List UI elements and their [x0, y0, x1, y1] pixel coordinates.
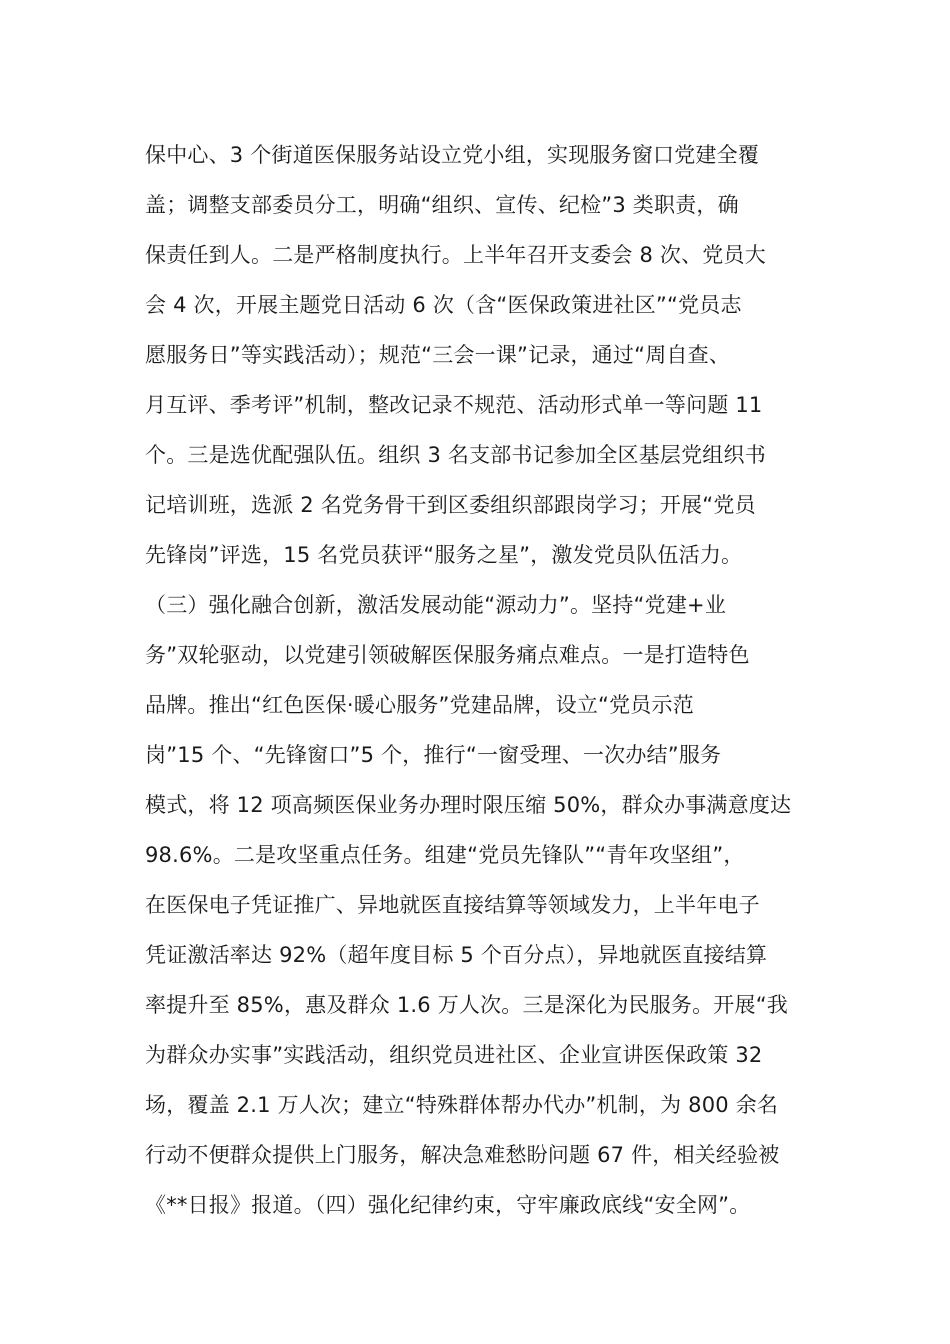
text-line: 场，覆盖 2.1 万人次；建立“特殊群体帮办代办”机制，为 800 余名 [145, 1093, 779, 1117]
text-line: 为群众办实事”实践活动，组织党员进社区、企业宣讲医保政策 32 [145, 1043, 763, 1067]
text-line: 凭证激活率达 92%（超年度目标 5 个百分点），异地就医直接结算 [145, 943, 768, 967]
text-line: 行动不便群众提供上门服务，解决急难愁盼问题 67 件，相关经验被 [145, 1143, 780, 1167]
text-line: 盖；调整支部委员分工，明确“组织、宣传、纪检”3 类职责，确 [145, 193, 739, 217]
text-line: 《**日报》报道。（四）强化纪律约束，守牢廉政底线“安全网”。 [145, 1193, 751, 1217]
document-body [145, 130, 835, 1230]
text-line: 保责任到人。二是严格制度执行。上半年召开支委会 8 次、党员大 [145, 243, 766, 267]
text-line: 记培训班，选派 2 名党务骨干到区委组织部跟岗学习；开展“党员 [145, 493, 756, 517]
text-line: 个。三是选优配强队伍。组织 3 名支部书记参加全区基层党组织书 [145, 443, 766, 467]
text-line: 会 4 次，开展主题党日活动 6 次（含“医保政策进社区”“党员志 [145, 293, 742, 317]
section-heading-line: （三）强化融合创新，激活发展动能“源动力”。坚持“党建+业 [145, 593, 727, 617]
text-line: 98.6%。二是攻坚重点任务。组建“党员先锋队”“青年攻坚组”， [145, 843, 745, 867]
text-line: 模式，将 12 项高频医保业务办理时限压缩 50%，群众办事满意度达 [145, 793, 792, 817]
text-line: 务”双轮驱动，以党建引领破解医保服务痛点难点。一是打造特色 [145, 643, 750, 667]
text-line: 在医保电子凭证推广、异地就医直接结算等领域发力，上半年电子 [145, 893, 760, 917]
text-line: 率提升至 85%，惠及群众 1.6 万人次。三是深化为民服务。开展“我 [145, 993, 788, 1017]
text-line: 保中心、3 个街道医保服务站设立党小组，实现服务窗口党建全覆 [145, 143, 760, 167]
text-line: 品牌。推出“红色医保·暖心服务”党建品牌，设立“党员示范 [145, 693, 694, 717]
text-line: 先锋岗”评选，15 名党员获评“服务之星”，激发党员队伍活力。 [145, 543, 743, 567]
text-line: 愿服务日”等实践活动）；规范“三会一课”记录，通过“周自查、 [145, 343, 731, 367]
text-line: 月互评、季考评”机制，整改记录不规范、活动形式单一等问题 11 [145, 393, 763, 417]
text-line: 岗”15 个、“先锋窗口”5 个，推行“一窗受理、一次办结”服务 [145, 743, 722, 767]
